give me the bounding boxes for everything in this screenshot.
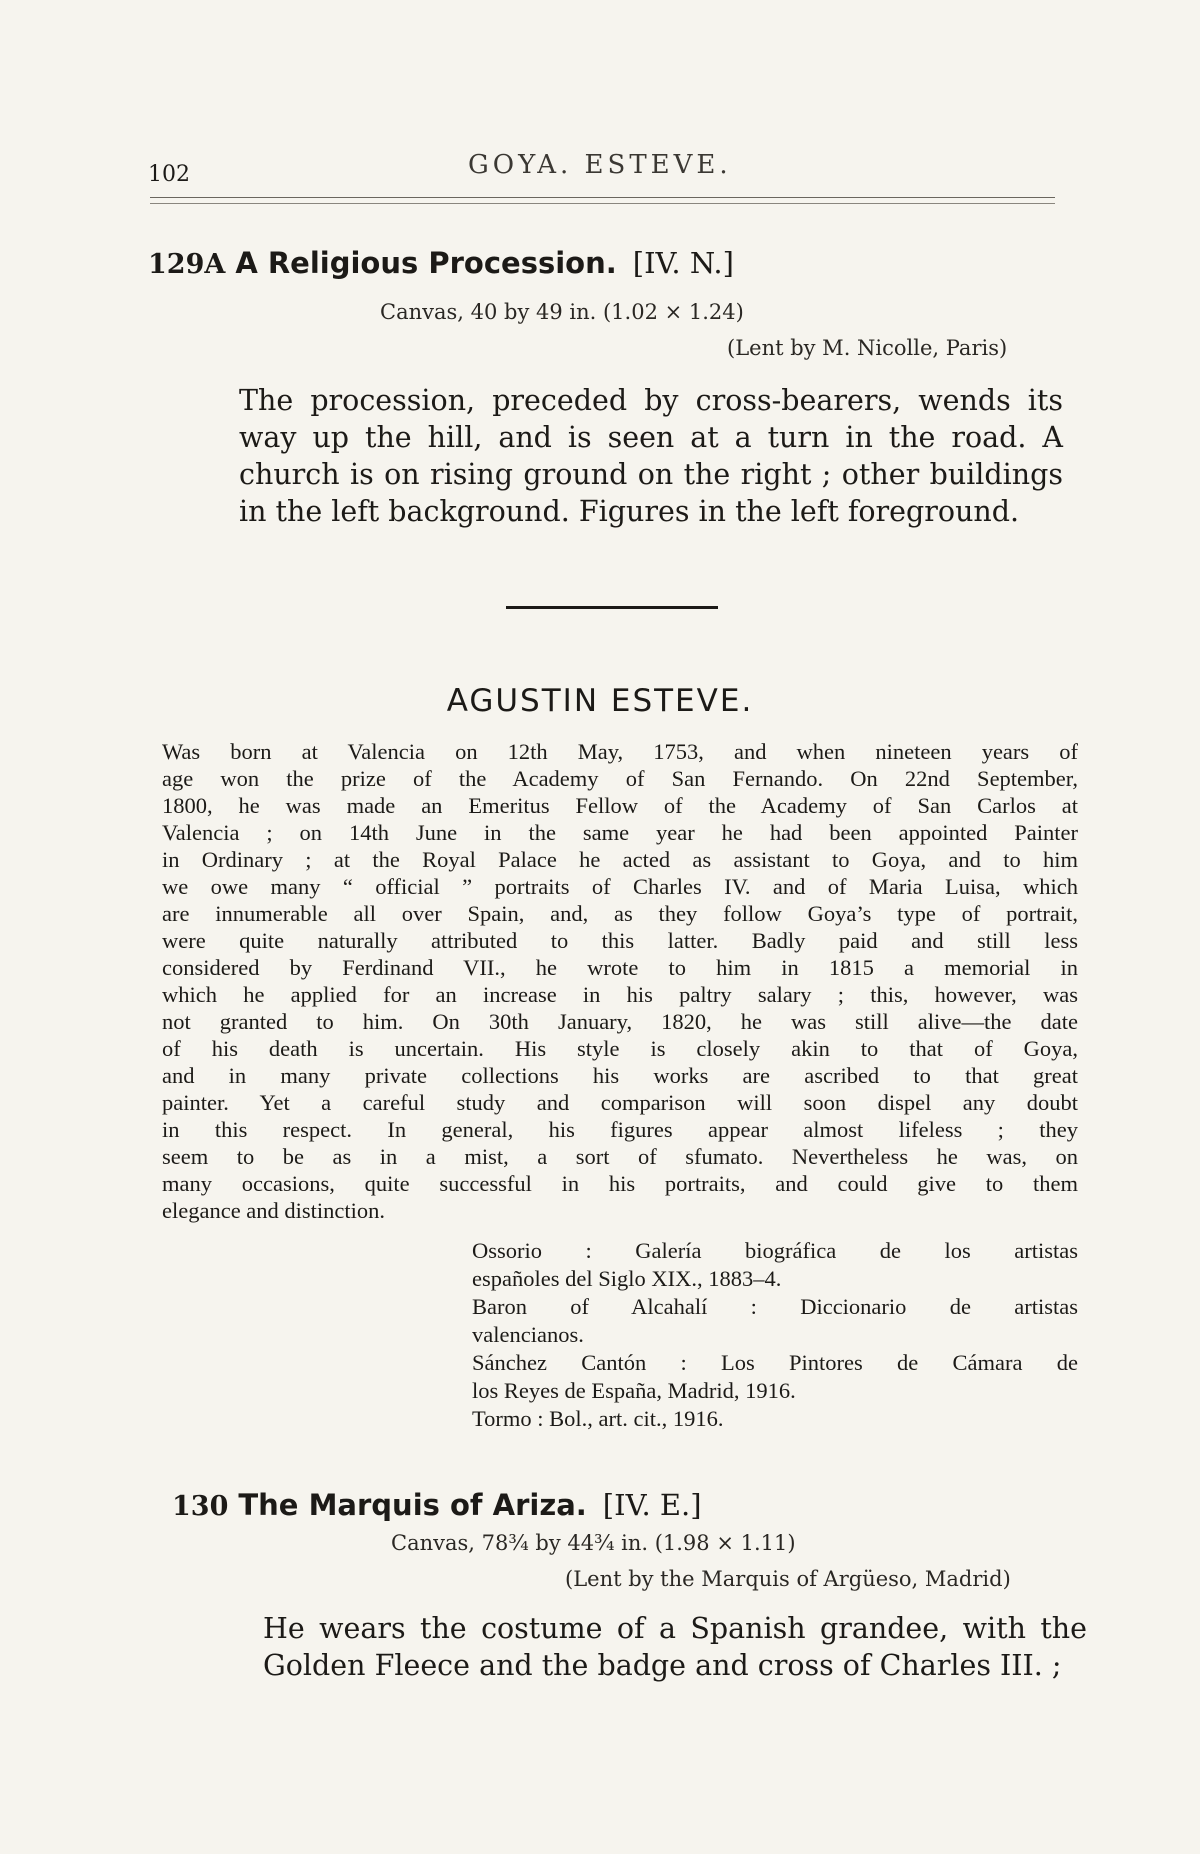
bio-line: of his death is uncertain. His style is closely akin to that of Goya, [162, 1036, 1078, 1061]
entry-number: 130 [172, 1491, 229, 1522]
bio-line: in Ordinary ; at the Royal Palace he acted as assistant to Goya, and to him [162, 847, 1078, 872]
reference-line: Baron of Alcahalí : Diccionario de artistas [472, 1294, 1078, 1319]
bio-line: 1800, he was made an Emeritus Fellow of the Academy of San Carlos at [162, 793, 1078, 818]
page-number: 102 [148, 162, 190, 187]
entry-lender-130: (Lent by the Marquis of Argüeso, Madrid) [565, 1567, 1011, 1591]
reference-line: Sánchez Cantón : Los Pintores de Cámara de [472, 1350, 1078, 1375]
reference-line: Ossorio : Galería biográfica de los artistas [472, 1238, 1078, 1263]
gallery-location: [IV. N.] [632, 246, 734, 280]
entry-title-text: A Religious Procession. [235, 246, 617, 280]
bio-line: which he applied for an increase in his paltry salary ; this, however, was [162, 982, 1078, 1007]
header-rule [150, 197, 1055, 198]
bio-line: we owe many “ official ” portraits of Charles IV. and of Maria Luisa, which [162, 874, 1078, 899]
section-heading: AGUSTIN ESTEVE. [446, 683, 754, 719]
bio-line: seem to be as in a mist, a sort of sfumato. Nevertheless he was, on [162, 1144, 1078, 1169]
description-line: in the left background. Figures in the left foreground. [239, 495, 1020, 528]
entry-description-130 [263, 1610, 1087, 1684]
bio-line: considered by Ferdinand VII., he wrote to him in 1815 a memorial in [162, 955, 1078, 980]
entry-medium-130: Canvas, 78¾ by 44¾ in. (1.98 × 1.11) [391, 1531, 796, 1555]
description-line: He wears the costume of a Spanish grandee, with the [263, 1612, 1087, 1645]
entry-number: 129A [148, 249, 226, 280]
reference-line: valencianos. [472, 1322, 584, 1347]
running-title: GOYA. ESTEVE. [468, 150, 732, 180]
gallery-location: [IV. E.] [602, 1488, 702, 1522]
entry-title-130 [172, 1488, 702, 1522]
bio-line: Valencia ; on 14th June in the same year he had been appointed Painter [162, 820, 1078, 845]
header-rule [150, 203, 1055, 204]
bio-line: painter. Yet a careful study and comparison will soon dispel any doubt [162, 1090, 1078, 1115]
description-line: way up the hill, and is seen at a turn in the road. A [239, 421, 1063, 454]
description-line: The procession, preceded by cross-bearers, wends its [239, 384, 1063, 417]
bio-line: were quite naturally attributed to this latter. Badly paid and still less [162, 928, 1078, 953]
reference-line: Tormo : Bol., art. cit., 1916. [472, 1406, 724, 1431]
bio-line: many occasions, quite successful in his portraits, and could give to them [162, 1171, 1078, 1196]
entry-medium-129a: Canvas, 40 by 49 in. (1.02 × 1.24) [380, 300, 744, 324]
description-line: Golden Fleece and the badge and cross of Charles III. ; [263, 1649, 1062, 1682]
running-head [148, 150, 1068, 190]
section-divider [506, 606, 718, 609]
bio-line: not granted to him. On 30th January, 1820, he was still alive—the date [162, 1009, 1078, 1034]
entry-lender-129a: (Lent by M. Nicolle, Paris) [727, 336, 1008, 360]
bio-line: elegance and distinction. [162, 1198, 386, 1223]
bio-line: are innumerable all over Spain, and, as they follow Goya’s type of portrait, [162, 901, 1078, 926]
artist-biography [162, 738, 1078, 1224]
bio-line: Was born at Valencia on 12th May, 1753, and when nineteen years of [162, 739, 1078, 764]
bio-line: age won the prize of the Academy of San Fernando. On 22nd September, [162, 766, 1078, 791]
bibliography-references [472, 1237, 1078, 1433]
reference-line: españoles del Siglo XIX., 1883–4. [472, 1266, 782, 1291]
bio-line: in this respect. In general, his figures appear almost lifeless ; they [162, 1117, 1078, 1142]
entry-title-text: The Marquis of Ariza. [238, 1488, 587, 1522]
entry-title-129a [148, 246, 734, 280]
reference-line: los Reyes de España, Madrid, 1916. [472, 1378, 796, 1403]
entry-description-129a [239, 382, 1063, 530]
description-line: church is on rising ground on the right ; other buildings [239, 458, 1063, 491]
bio-line: and in many private collections his works are ascribed to that great [162, 1063, 1078, 1088]
